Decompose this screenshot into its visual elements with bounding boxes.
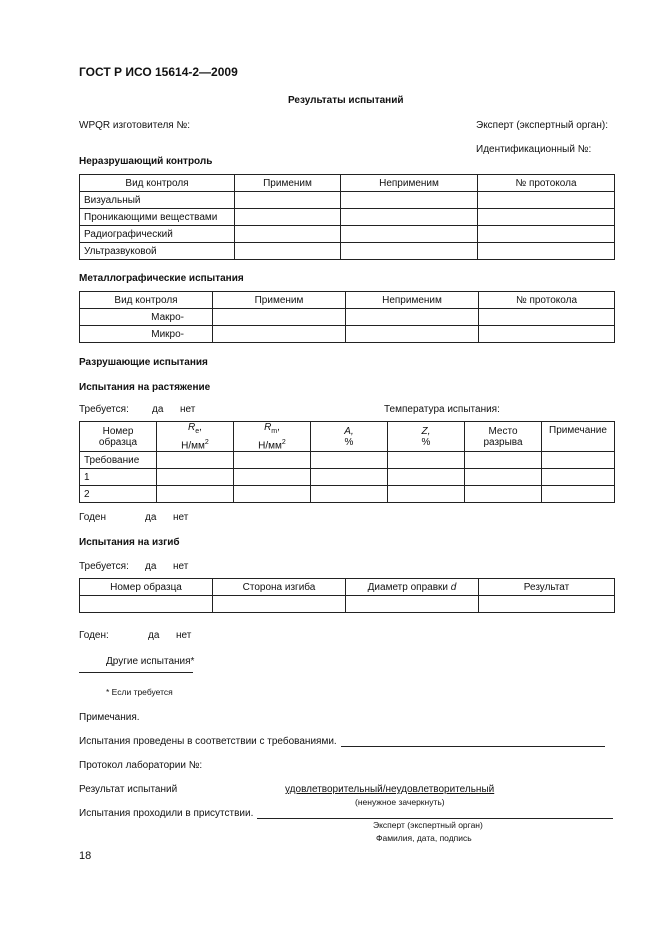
table-cell <box>234 452 311 469</box>
table-row <box>80 486 615 503</box>
table-header-cell <box>311 422 388 452</box>
tensile-yes: да <box>152 404 164 415</box>
table-header-cell: Применим <box>235 175 341 192</box>
table-cell: Ультразвуковой <box>80 243 235 260</box>
tensile-fit-yes: да <box>145 512 157 523</box>
presence-line <box>257 818 613 819</box>
table-cell <box>542 452 615 469</box>
table-cell <box>479 326 615 343</box>
table-header-cell <box>234 422 311 452</box>
tensile-heading: Испытания на растяжение <box>79 382 211 393</box>
table-header-cell: Вид контроля <box>80 175 235 192</box>
remarks: Примечания. <box>79 712 140 723</box>
table-cell <box>213 596 346 613</box>
rm-exp: 2 <box>281 439 286 446</box>
rm-suffix: , <box>277 422 280 433</box>
re-exp: 2 <box>204 439 209 446</box>
z-label: Z, <box>421 425 431 437</box>
table-cell <box>234 469 311 486</box>
table-header-row <box>80 579 615 596</box>
re-sub: e <box>195 428 200 435</box>
table-cell <box>311 469 388 486</box>
table-cell: Проникающими веществами <box>80 209 235 226</box>
result-value: удовлетворительный/неудовлетворительный <box>285 784 495 795</box>
table-cell <box>478 226 615 243</box>
table-cell <box>388 486 465 503</box>
doc-id: ГОСТ Р ИСО 15614-2—2009 <box>79 65 238 79</box>
a-unit: % <box>344 436 354 448</box>
table-cell <box>234 486 311 503</box>
table-row <box>80 469 615 486</box>
ndt-table <box>79 174 615 260</box>
ident-label: Идентификационный №: <box>476 144 592 155</box>
table-row <box>80 596 615 613</box>
footnote: * Если требуется <box>106 687 173 697</box>
lab-protocol: Протокол лаборатории №: <box>79 760 203 771</box>
rm-sym: R <box>264 422 272 433</box>
place-1: Место <box>488 425 518 437</box>
table-cell <box>235 209 341 226</box>
table-cell <box>341 226 478 243</box>
table-header-cell: Результат <box>479 579 615 596</box>
result-hint: (ненужное зачеркнуть) <box>355 797 445 807</box>
other-tests: Другие испытания* <box>106 656 195 667</box>
table-cell <box>479 309 615 326</box>
table-header-cell: Вид контроля <box>80 292 213 309</box>
table-cell: Макро- <box>80 309 213 326</box>
table-row <box>80 326 615 343</box>
table-cell <box>341 243 478 260</box>
destructive-heading: Разрушающие испытания <box>79 357 208 368</box>
table-cell <box>341 192 478 209</box>
footnote-divider <box>79 672 193 673</box>
re-sym: R <box>188 422 196 433</box>
re-suffix: , <box>199 422 202 433</box>
specimen-2: образца <box>98 436 138 448</box>
bend-fit-yes: да <box>148 630 160 641</box>
table-header-cell <box>346 579 479 596</box>
table-cell: Визуальный <box>80 192 235 209</box>
bend-fit-no: нет <box>176 630 192 641</box>
table-cell: 2 <box>80 486 157 503</box>
diam-label: Диаметр оправки <box>367 581 448 593</box>
table-row <box>80 309 615 326</box>
table-header-row <box>80 292 615 309</box>
table-header-cell: Номер образца <box>80 579 213 596</box>
tensile-required: Требуется: <box>79 404 129 415</box>
table-header-cell: Неприменим <box>341 175 478 192</box>
signature-caption: Фамилия, дата, подпись <box>376 833 472 843</box>
page-title: Результаты испытаний <box>288 95 404 106</box>
table-header-cell: № протокола <box>479 292 615 309</box>
table-cell: Микро- <box>80 326 213 343</box>
tensile-table <box>79 421 615 503</box>
expert-caption: Эксперт (экспертный орган) <box>373 820 483 830</box>
table-cell <box>478 243 615 260</box>
table-cell <box>465 469 542 486</box>
table-header-cell: Сторона изгиба <box>213 579 346 596</box>
rm-unit: Н/мм <box>258 440 282 452</box>
expert-label: Эксперт (экспертный орган): <box>476 120 608 131</box>
table-header-cell <box>465 422 542 452</box>
table-cell <box>542 469 615 486</box>
table-cell <box>157 452 234 469</box>
table-cell <box>478 192 615 209</box>
specimen-1: Номер <box>102 425 134 437</box>
table-header-cell <box>80 422 157 452</box>
table-cell: Радиографический <box>80 226 235 243</box>
table-header-row <box>80 422 615 452</box>
table-row <box>80 209 615 226</box>
table-cell <box>341 209 478 226</box>
presence: Испытания проходили в присутствии. <box>79 808 254 819</box>
table-cell <box>157 469 234 486</box>
table-row <box>80 192 615 209</box>
table-header-cell: Неприменим <box>346 292 479 309</box>
table-cell <box>479 596 615 613</box>
wpqr-label: WPQR изготовителя №: <box>79 120 190 131</box>
table-cell <box>235 192 341 209</box>
table-cell: 1 <box>80 469 157 486</box>
table-row <box>80 452 615 469</box>
tensile-fit: Годен <box>79 512 107 523</box>
a-label: A, <box>344 425 354 437</box>
conducted: Испытания проведены в соответствии с требованиями. <box>79 736 337 747</box>
conducted-line <box>341 746 605 747</box>
tensile-no: нет <box>180 404 196 415</box>
rm-sub: m <box>271 428 278 435</box>
bend-yes: да <box>145 561 157 572</box>
result-label: Результат испытаний <box>79 784 178 795</box>
bend-fit: Годен: <box>79 630 109 641</box>
table-cell <box>346 309 479 326</box>
bend-table <box>79 578 615 613</box>
table-cell <box>478 209 615 226</box>
table-row <box>80 226 615 243</box>
table-cell <box>346 326 479 343</box>
ndt-heading: Неразрушающий контроль <box>79 156 213 167</box>
table-cell <box>235 243 341 260</box>
re-unit: Н/мм <box>181 440 205 452</box>
page-number: 18 <box>79 850 92 862</box>
table-header-cell: Применим <box>213 292 346 309</box>
table-cell <box>465 452 542 469</box>
tensile-temperature: Температура испытания: <box>384 404 500 415</box>
z-unit: % <box>421 436 431 448</box>
table-cell <box>542 486 615 503</box>
table-header-cell <box>157 422 234 452</box>
table-header-cell: Примечание <box>542 422 615 452</box>
table-cell <box>157 486 234 503</box>
table-row <box>80 243 615 260</box>
table-header-cell: № протокола <box>478 175 615 192</box>
table-header-row <box>80 175 615 192</box>
metallo-heading: Металлографические испытания <box>79 273 244 284</box>
table-cell: Требование <box>80 452 157 469</box>
table-cell <box>346 596 479 613</box>
bend-required: Требуется: <box>79 561 129 572</box>
table-cell <box>311 486 388 503</box>
bend-no: нет <box>173 561 189 572</box>
metallo-table <box>79 291 615 343</box>
bend-heading: Испытания на изгиб <box>79 537 180 548</box>
tensile-fit-no: нет <box>173 512 189 523</box>
table-header-cell <box>388 422 465 452</box>
table-cell <box>235 226 341 243</box>
table-cell <box>388 469 465 486</box>
diam-var: d <box>450 581 457 593</box>
table-cell <box>388 452 465 469</box>
table-cell <box>213 309 346 326</box>
table-cell <box>213 326 346 343</box>
table-cell <box>311 452 388 469</box>
place-2: разрыва <box>483 436 523 448</box>
table-cell <box>465 486 542 503</box>
table-cell <box>80 596 213 613</box>
